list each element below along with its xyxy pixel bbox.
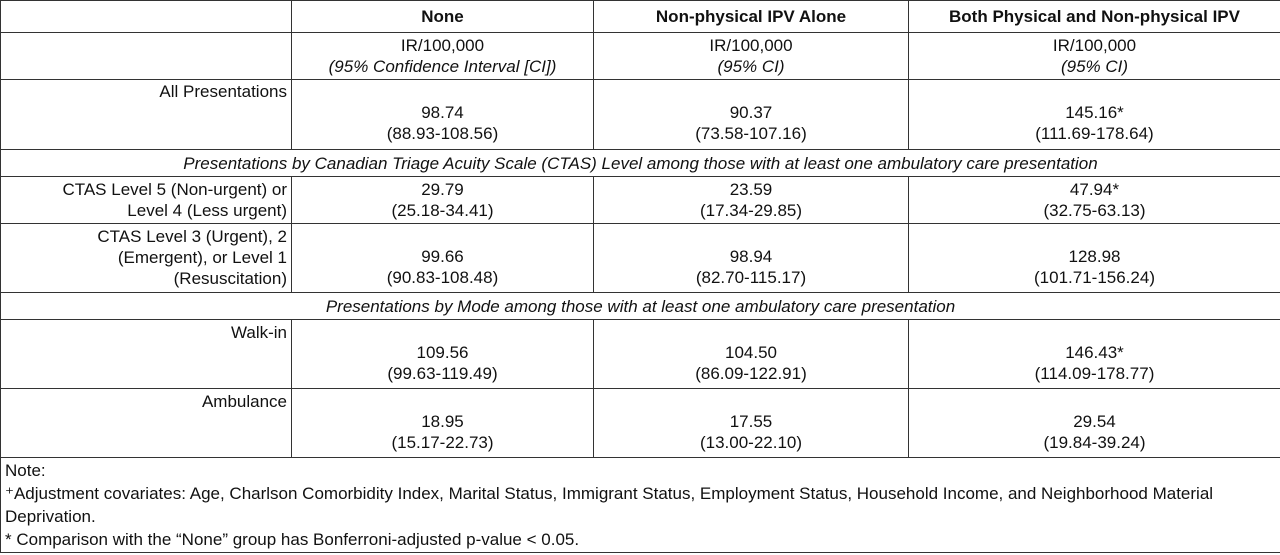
ci-value: (111.69-178.64) <box>1035 124 1154 143</box>
ci-value: (101.71-156.24) <box>1034 268 1155 287</box>
subheader-nonphysical <box>594 33 909 80</box>
ci-value: (86.09-122.91) <box>695 364 807 383</box>
rate-value: 23.59 <box>729 180 773 199</box>
table-row <box>1 389 1280 458</box>
subheader-nonphysical-rate: IR/100,000 <box>709 36 793 55</box>
ci-value: (114.09-178.77) <box>1034 364 1155 383</box>
header-row <box>1 1 1280 33</box>
rate-value: 47.94* <box>1069 180 1120 199</box>
ci-value: (19.84-39.24) <box>1043 433 1146 452</box>
rate-value: 99.66 <box>421 247 464 266</box>
cell-both <box>909 389 1280 458</box>
ci-value: (32.75-63.13) <box>1043 201 1146 220</box>
row-label <box>1 224 292 293</box>
rate-value: 29.54 <box>1073 412 1116 431</box>
row-label: Walk-in <box>1 320 292 389</box>
header-empty-cell <box>1 1 292 33</box>
subheader-none <box>292 33 594 80</box>
subheader-empty-cell <box>1 33 292 80</box>
column-header-nonphysical: Non-physical IPV Alone <box>594 1 909 33</box>
row-label-line: (Emergent), or Level 1 <box>117 248 287 267</box>
ci-value: (99.63-119.49) <box>387 364 498 383</box>
table-row <box>1 80 1280 150</box>
column-header-both: Both Physical and Non-physical IPV <box>909 1 1280 33</box>
row-label <box>1 177 292 224</box>
cell-both <box>909 224 1280 293</box>
ci-value: (90.83-108.48) <box>386 268 499 287</box>
cell-none <box>292 224 594 293</box>
column-header-none: None <box>292 1 594 33</box>
subheader-nonphysical-ci: (95% CI) <box>717 57 785 76</box>
notes-title: Note: <box>5 461 46 480</box>
row-label: Ambulance <box>1 389 292 458</box>
rate-value: 128.98 <box>1068 247 1121 266</box>
ci-value: (82.70-115.17) <box>695 268 807 287</box>
subheader-none-rate: IR/100,000 <box>400 36 485 55</box>
subheader-none-ci: (95% Confidence Interval [CI]) <box>328 57 557 76</box>
row-label-line: Level 4 (Less urgent) <box>127 201 287 220</box>
rate-value: 98.94 <box>729 247 773 266</box>
subheader-both-ci: (95% CI) <box>1060 57 1129 76</box>
note-adjustment-covariates: ⁺Adjustment covariates: Age, Charlson Comorbidity Index, Marital Status, Immigrant Status, Employment Status, Household Income, and Neighborhood Material Deprivation. <box>5 484 1214 526</box>
subheader-both-rate: IR/100,000 <box>1052 36 1137 55</box>
rate-value: 98.74 <box>421 103 464 122</box>
cell-none <box>292 389 594 458</box>
ci-value: (25.18-34.41) <box>391 201 494 220</box>
rate-value: 109.56 <box>416 343 469 362</box>
note-significance: * Comparison with the “None” group has Bonferroni-adjusted p-value < 0.05. <box>5 530 580 549</box>
subheader-row <box>1 33 1280 80</box>
cell-none <box>292 80 594 150</box>
cell-none <box>292 177 594 224</box>
rate-value: 104.50 <box>725 343 777 362</box>
rate-value: 17.55 <box>729 412 773 431</box>
cell-nonphysical <box>594 224 909 293</box>
table-notes <box>1 458 1280 553</box>
notes-row <box>1 458 1280 553</box>
cell-nonphysical <box>594 177 909 224</box>
section-row <box>1 293 1280 320</box>
section-title-mode: Presentations by Mode among those with at least one ambulatory care presentation <box>1 293 1280 320</box>
table-row <box>1 224 1280 293</box>
cell-both <box>909 80 1280 150</box>
ci-value: (13.00-22.10) <box>699 433 803 452</box>
section-row <box>1 150 1280 177</box>
rate-value: 29.79 <box>421 180 464 199</box>
rate-value: 146.43* <box>1065 343 1124 362</box>
ci-value: (88.93-108.56) <box>386 124 499 143</box>
table-row <box>1 320 1280 389</box>
cell-nonphysical <box>594 320 909 389</box>
rate-value: 18.95 <box>421 412 464 431</box>
row-label: All Presentations <box>1 80 292 150</box>
row-label-line: (Resuscitation) <box>173 269 287 288</box>
cell-both <box>909 320 1280 389</box>
rate-value: 145.16* <box>1065 103 1124 122</box>
cell-both <box>909 177 1280 224</box>
row-label-line: CTAS Level 5 (Non-urgent) or <box>62 180 287 199</box>
cell-nonphysical <box>594 80 909 150</box>
row-label-line: CTAS Level 3 (Urgent), 2 <box>97 227 287 246</box>
ci-value: (15.17-22.73) <box>391 433 494 452</box>
cell-none <box>292 320 594 389</box>
ci-value: (17.34-29.85) <box>699 201 803 220</box>
subheader-both <box>909 33 1280 80</box>
cell-nonphysical <box>594 389 909 458</box>
rate-value: 90.37 <box>729 103 773 122</box>
ci-value: (73.58-107.16) <box>695 124 807 143</box>
table-row <box>1 177 1280 224</box>
section-title-ctas: Presentations by Canadian Triage Acuity Scale (CTAS) Level among those with at least one ambulatory care presentation <box>1 150 1280 177</box>
